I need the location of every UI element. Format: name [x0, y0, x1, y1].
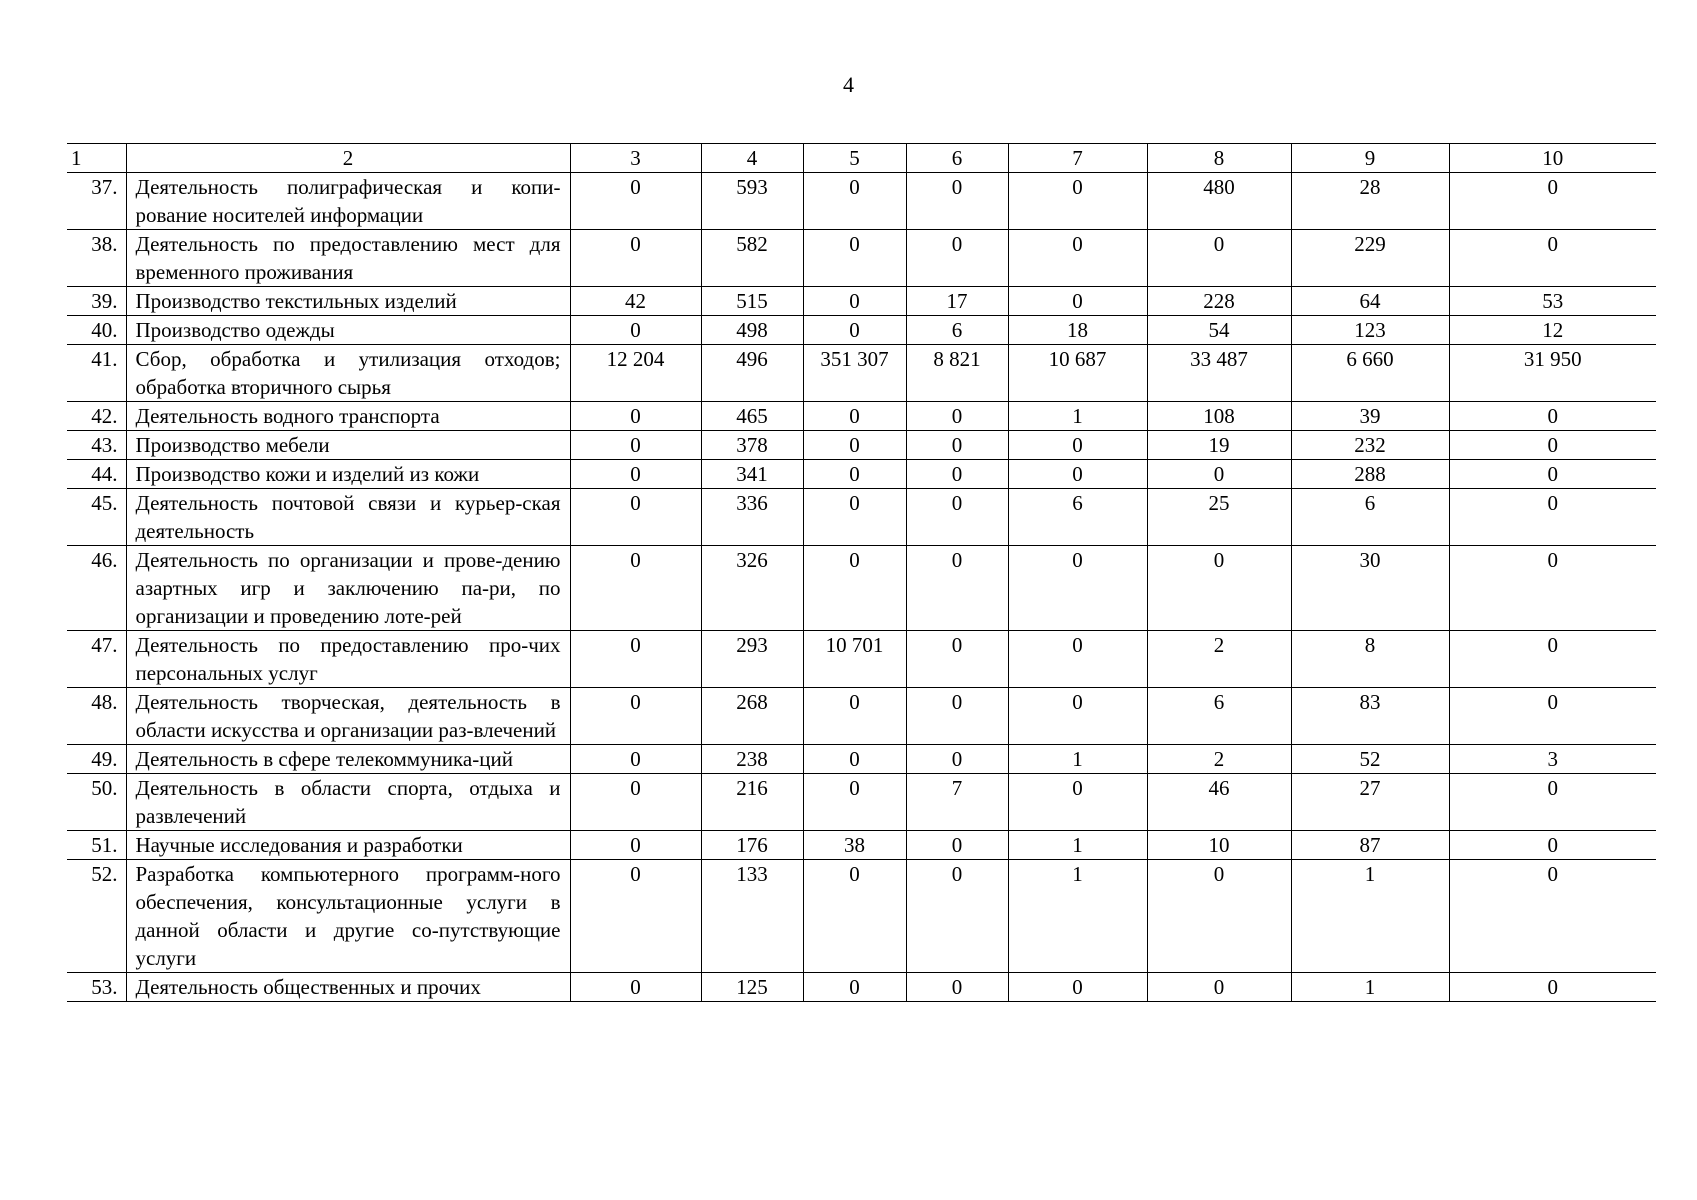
value-cell: 0: [803, 287, 906, 316]
value-cell: 30: [1291, 546, 1449, 631]
activity-name-cell: Деятельность водного транспорта: [126, 402, 570, 431]
activity-name-cell: Сбор, обработка и утилизация отходов; обработка вторичного сырья: [126, 345, 570, 402]
value-cell: 0: [1008, 774, 1147, 831]
value-cell: 0: [1449, 460, 1656, 489]
value-cell: 0: [1449, 774, 1656, 831]
value-cell: 0: [1449, 631, 1656, 688]
value-cell: 54: [1147, 316, 1291, 345]
row-number-cell: 44.: [67, 460, 126, 489]
value-cell: 1: [1291, 860, 1449, 973]
value-cell: 228: [1147, 287, 1291, 316]
column-number-row: [67, 144, 1656, 173]
value-cell: 10 701: [803, 631, 906, 688]
value-cell: 6 660: [1291, 345, 1449, 402]
table-row: [67, 460, 1656, 489]
activity-name-cell: Производство кожи и изделий из кожи: [126, 460, 570, 489]
row-number-cell: 51.: [67, 831, 126, 860]
table-row: [67, 431, 1656, 460]
row-number-cell: 47.: [67, 631, 126, 688]
statistics-table: [67, 143, 1656, 1002]
value-cell: 108: [1147, 402, 1291, 431]
value-cell: 378: [701, 431, 803, 460]
value-cell: 0: [906, 460, 1008, 489]
value-cell: 0: [570, 631, 701, 688]
value-cell: 293: [701, 631, 803, 688]
value-cell: 0: [1449, 230, 1656, 287]
value-cell: 0: [1449, 402, 1656, 431]
value-cell: 1: [1008, 860, 1147, 973]
value-cell: 268: [701, 688, 803, 745]
row-number-cell: 43.: [67, 431, 126, 460]
table-row: [67, 345, 1656, 402]
value-cell: 176: [701, 831, 803, 860]
value-cell: 0: [570, 546, 701, 631]
value-cell: 465: [701, 402, 803, 431]
value-cell: 6: [1008, 489, 1147, 546]
value-cell: 496: [701, 345, 803, 402]
value-cell: 0: [906, 230, 1008, 287]
value-cell: 0: [906, 489, 1008, 546]
value-cell: 0: [570, 831, 701, 860]
column-number-cell: 7: [1008, 144, 1147, 173]
value-cell: 0: [570, 489, 701, 546]
value-cell: 7: [906, 774, 1008, 831]
row-number-cell: 41.: [67, 345, 126, 402]
activity-name-cell: Разработка компьютерного программ-ного обеспечения, консультационные услуги в данной области и другие со-путствующие услуги: [126, 860, 570, 973]
value-cell: 0: [1008, 287, 1147, 316]
value-cell: 0: [1008, 431, 1147, 460]
value-cell: 0: [570, 173, 701, 230]
value-cell: 0: [570, 774, 701, 831]
value-cell: 0: [803, 230, 906, 287]
value-cell: 351 307: [803, 345, 906, 402]
column-number-cell: 1: [67, 144, 126, 173]
value-cell: 0: [906, 173, 1008, 230]
value-cell: 0: [1147, 860, 1291, 973]
value-cell: 64: [1291, 287, 1449, 316]
value-cell: 216: [701, 774, 803, 831]
value-cell: 31 950: [1449, 345, 1656, 402]
value-cell: 0: [570, 316, 701, 345]
value-cell: 0: [803, 316, 906, 345]
column-number-cell: 4: [701, 144, 803, 173]
value-cell: 0: [803, 745, 906, 774]
activity-name-cell: Деятельность почтовой связи и курьер-ская деятельность: [126, 489, 570, 546]
table-row: [67, 973, 1656, 1002]
value-cell: 0: [803, 860, 906, 973]
value-cell: 0: [570, 402, 701, 431]
value-cell: 0: [1008, 973, 1147, 1002]
row-number-cell: 37.: [67, 173, 126, 230]
value-cell: 12: [1449, 316, 1656, 345]
value-cell: 0: [1147, 973, 1291, 1002]
row-number-cell: 46.: [67, 546, 126, 631]
value-cell: 0: [1449, 431, 1656, 460]
value-cell: 0: [1147, 546, 1291, 631]
activity-name-cell: Деятельность в сфере телекоммуника-ций: [126, 745, 570, 774]
value-cell: 0: [570, 860, 701, 973]
value-cell: 0: [803, 774, 906, 831]
value-cell: 38: [803, 831, 906, 860]
activity-name-cell: Деятельность творческая, деятельность в области искусства и организации раз-влечений: [126, 688, 570, 745]
value-cell: 0: [906, 402, 1008, 431]
activity-name-cell: Производство одежды: [126, 316, 570, 345]
column-number-cell: 9: [1291, 144, 1449, 173]
value-cell: 0: [803, 173, 906, 230]
value-cell: 0: [570, 973, 701, 1002]
row-number-cell: 53.: [67, 973, 126, 1002]
value-cell: 1: [1291, 973, 1449, 1002]
value-cell: 0: [803, 973, 906, 1002]
value-cell: 6: [906, 316, 1008, 345]
column-number-cell: 3: [570, 144, 701, 173]
value-cell: 17: [906, 287, 1008, 316]
value-cell: 39: [1291, 402, 1449, 431]
value-cell: 10: [1147, 831, 1291, 860]
column-number-cell: 2: [126, 144, 570, 173]
value-cell: 53: [1449, 287, 1656, 316]
value-cell: 229: [1291, 230, 1449, 287]
column-number-cell: 5: [803, 144, 906, 173]
value-cell: 336: [701, 489, 803, 546]
value-cell: 0: [803, 431, 906, 460]
activity-name-cell: Деятельность в области спорта, отдыха и развлечений: [126, 774, 570, 831]
value-cell: 0: [906, 631, 1008, 688]
value-cell: 0: [803, 546, 906, 631]
activity-name-cell: Деятельность полиграфическая и копи-рование носителей информации: [126, 173, 570, 230]
column-number-cell: 6: [906, 144, 1008, 173]
page-number: 4: [843, 72, 854, 97]
value-cell: 18: [1008, 316, 1147, 345]
value-cell: 52: [1291, 745, 1449, 774]
value-cell: 123: [1291, 316, 1449, 345]
activity-name-cell: Деятельность общественных и прочих: [126, 973, 570, 1002]
table-row: [67, 774, 1656, 831]
value-cell: 6: [1147, 688, 1291, 745]
value-cell: 8: [1291, 631, 1449, 688]
row-number-cell: 38.: [67, 230, 126, 287]
table-row: [67, 316, 1656, 345]
value-cell: 12 204: [570, 345, 701, 402]
value-cell: 0: [906, 688, 1008, 745]
activity-name-cell: Производство мебели: [126, 431, 570, 460]
value-cell: 0: [803, 489, 906, 546]
activity-name-cell: Деятельность по предоставлению про-чих персональных услуг: [126, 631, 570, 688]
value-cell: 0: [1008, 631, 1147, 688]
table-row: [67, 831, 1656, 860]
row-number-cell: 39.: [67, 287, 126, 316]
value-cell: 19: [1147, 431, 1291, 460]
value-cell: 0: [1008, 688, 1147, 745]
value-cell: 87: [1291, 831, 1449, 860]
table-row: [67, 745, 1656, 774]
value-cell: 2: [1147, 631, 1291, 688]
table-row: [67, 546, 1656, 631]
value-cell: 0: [570, 230, 701, 287]
value-cell: 238: [701, 745, 803, 774]
value-cell: 0: [1008, 173, 1147, 230]
value-cell: 25: [1147, 489, 1291, 546]
value-cell: 125: [701, 973, 803, 1002]
value-cell: 0: [1449, 973, 1656, 1002]
value-cell: 0: [1449, 489, 1656, 546]
value-cell: 480: [1147, 173, 1291, 230]
value-cell: 0: [1008, 230, 1147, 287]
activity-name-cell: Деятельность по предоставлению мест для временного проживания: [126, 230, 570, 287]
value-cell: 83: [1291, 688, 1449, 745]
table-row: [67, 489, 1656, 546]
row-number-cell: 40.: [67, 316, 126, 345]
value-cell: 582: [701, 230, 803, 287]
value-cell: 593: [701, 173, 803, 230]
value-cell: 0: [1449, 860, 1656, 973]
table-row: [67, 631, 1656, 688]
value-cell: 0: [803, 688, 906, 745]
value-cell: 33 487: [1147, 345, 1291, 402]
value-cell: 0: [906, 973, 1008, 1002]
value-cell: 0: [1449, 173, 1656, 230]
row-number-cell: 42.: [67, 402, 126, 431]
value-cell: 0: [906, 745, 1008, 774]
row-number-cell: 52.: [67, 860, 126, 973]
value-cell: 10 687: [1008, 345, 1147, 402]
value-cell: 0: [906, 431, 1008, 460]
value-cell: 133: [701, 860, 803, 973]
value-cell: 1: [1008, 402, 1147, 431]
value-cell: 46: [1147, 774, 1291, 831]
table-row: [67, 287, 1656, 316]
row-number-cell: 49.: [67, 745, 126, 774]
value-cell: 341: [701, 460, 803, 489]
table-row: [67, 230, 1656, 287]
table-row: [67, 402, 1656, 431]
activity-name-cell: Деятельность по организации и прове-дению азартных игр и заключению па-ри, по организации и проведению лоте-рей: [126, 546, 570, 631]
value-cell: 28: [1291, 173, 1449, 230]
value-cell: 0: [1449, 831, 1656, 860]
table-row: [67, 173, 1656, 230]
value-cell: 0: [906, 831, 1008, 860]
value-cell: 42: [570, 287, 701, 316]
activity-name-cell: Производство текстильных изделий: [126, 287, 570, 316]
value-cell: 0: [803, 460, 906, 489]
value-cell: 498: [701, 316, 803, 345]
activity-name-cell: Научные исследования и разработки: [126, 831, 570, 860]
value-cell: 232: [1291, 431, 1449, 460]
value-cell: 0: [570, 688, 701, 745]
table-row: [67, 860, 1656, 973]
value-cell: 0: [570, 745, 701, 774]
row-number-cell: 48.: [67, 688, 126, 745]
value-cell: 3: [1449, 745, 1656, 774]
column-number-cell: 10: [1449, 144, 1656, 173]
value-cell: 0: [906, 546, 1008, 631]
value-cell: 6: [1291, 489, 1449, 546]
value-cell: 0: [803, 402, 906, 431]
value-cell: 27: [1291, 774, 1449, 831]
value-cell: 0: [1449, 688, 1656, 745]
value-cell: 326: [701, 546, 803, 631]
row-number-cell: 45.: [67, 489, 126, 546]
value-cell: 0: [1008, 460, 1147, 489]
value-cell: 0: [570, 431, 701, 460]
value-cell: 8 821: [906, 345, 1008, 402]
value-cell: 0: [1449, 546, 1656, 631]
value-cell: 288: [1291, 460, 1449, 489]
value-cell: 0: [906, 860, 1008, 973]
value-cell: 0: [1147, 460, 1291, 489]
value-cell: 1: [1008, 745, 1147, 774]
value-cell: 0: [1008, 546, 1147, 631]
value-cell: 2: [1147, 745, 1291, 774]
column-number-cell: 8: [1147, 144, 1291, 173]
table-row: [67, 688, 1656, 745]
row-number-cell: 50.: [67, 774, 126, 831]
value-cell: 1: [1008, 831, 1147, 860]
value-cell: 0: [1147, 230, 1291, 287]
value-cell: 0: [570, 460, 701, 489]
value-cell: 515: [701, 287, 803, 316]
